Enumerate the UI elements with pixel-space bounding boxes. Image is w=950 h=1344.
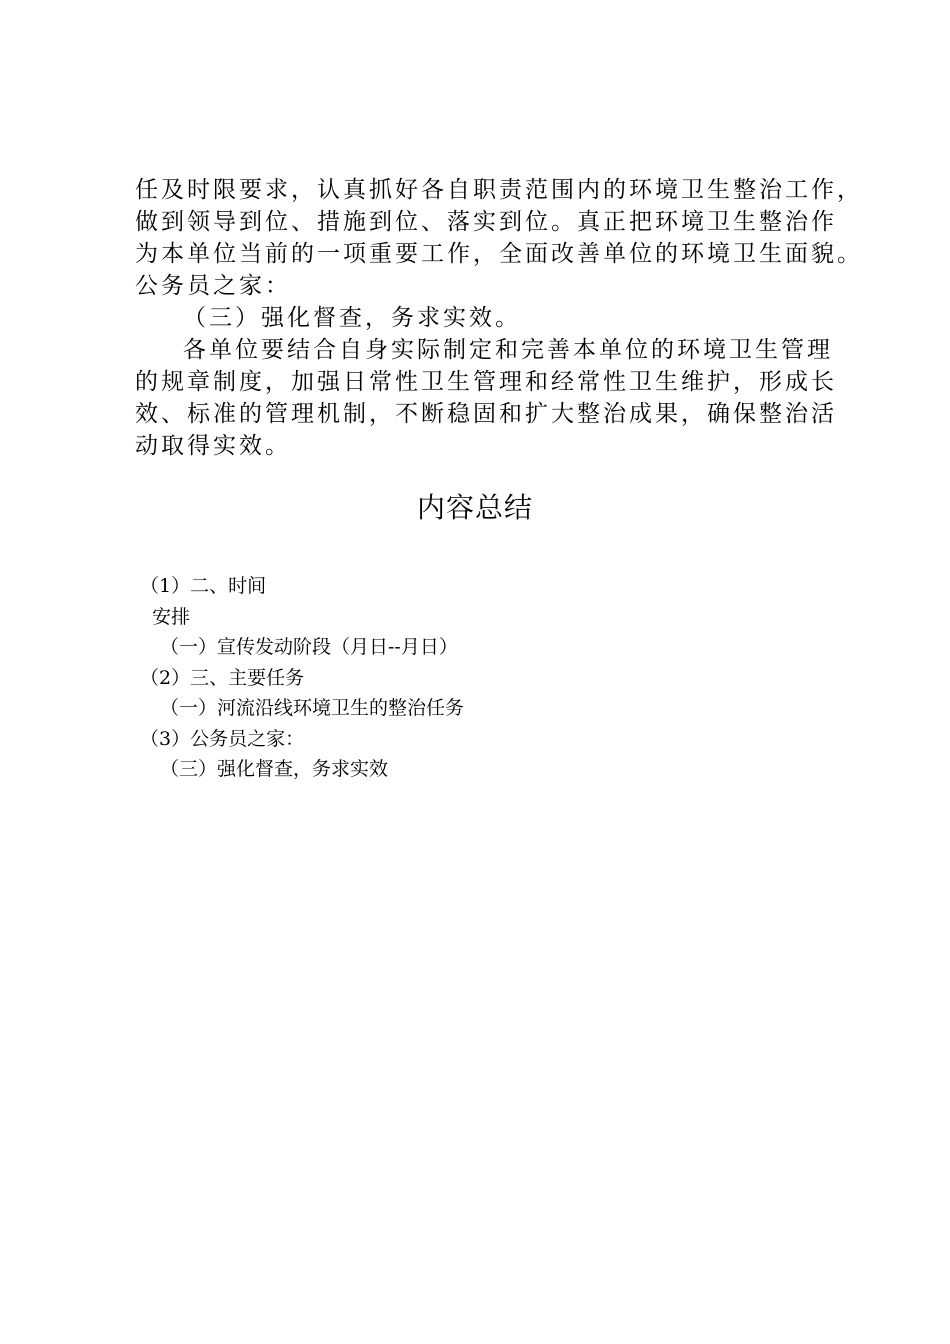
paragraph-line: 做到领导到位、措施到位、落实到位。真正把环境卫生整治作: [135, 209, 837, 235]
summary-item: （3）公务员之家：: [140, 727, 305, 750]
paragraph-line: 任及时限要求，认真抓好各自职责范围内的环境卫生整治工作，: [135, 177, 863, 203]
summary-item: （三）强化督查，务求实效: [160, 758, 389, 780]
summary-title: 内容总结: [416, 491, 533, 524]
summary-item: 安排: [152, 605, 191, 628]
summary-list: [140, 571, 840, 785]
paragraph-line: 各单位要结合自身实际制定和完善本单位的环境卫生管理: [183, 337, 833, 363]
summary-item: （一）河流沿线环境卫生的整治任务: [160, 697, 465, 719]
paragraph-line: 动取得实效。: [135, 433, 291, 459]
paragraph-line: 公务员之家：: [135, 273, 291, 299]
paragraph-line: 效、标准的管理机制，不断稳固和扩大整治成果，确保整治活: [135, 401, 837, 427]
body-text: [135, 174, 863, 462]
summary-item: （一）宣传发动阶段（月日--月日）: [160, 636, 458, 658]
summary-item: （1）二、时间: [140, 575, 267, 597]
section-heading: （三）强化督查，务求实效。: [183, 305, 521, 331]
paragraph-line: 的规章制度，加强日常性卫生管理和经常性卫生维护，形成长: [135, 369, 837, 395]
paragraph-line: 为本单位当前的一项重要工作，全面改善单位的环境卫生面貌。: [135, 241, 863, 267]
summary-item: （2）三、主要任务: [140, 666, 305, 689]
